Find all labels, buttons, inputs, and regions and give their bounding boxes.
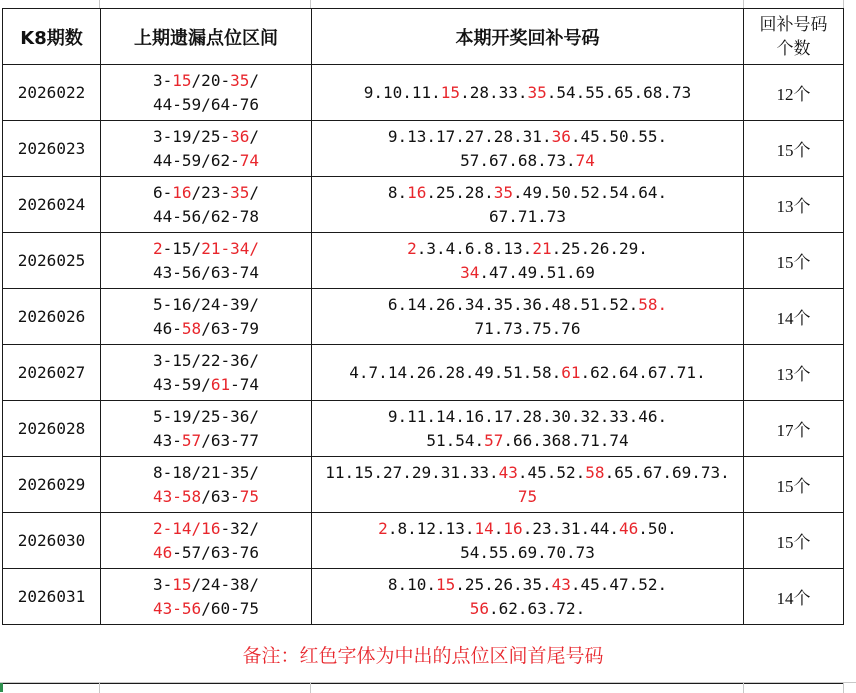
table-row xyxy=(3,289,844,345)
highlight-number: 16 xyxy=(407,182,427,202)
range-line xyxy=(101,237,311,261)
count-cell[interactable]: 15个 xyxy=(744,513,844,569)
range-line xyxy=(101,405,311,429)
range-line xyxy=(101,93,311,117)
highlight-number: 36 xyxy=(230,126,250,146)
count-cell[interactable]: 12个 xyxy=(744,65,844,121)
number-text: .25.26.35. xyxy=(455,574,552,594)
number-text: 67.71.73 xyxy=(488,206,567,226)
period-cell[interactable]: 2026025 xyxy=(3,233,101,289)
number-text: 8.10. xyxy=(387,574,436,594)
number-text: .28.33. xyxy=(460,82,528,102)
number-text: 9.13.17.27.28.31. xyxy=(387,126,552,146)
number-text: .45.52. xyxy=(517,462,586,482)
count-cell[interactable]: 13个 xyxy=(744,177,844,233)
note-text: 备注：红色字体为中出的点位区间首尾号码 xyxy=(242,644,604,667)
numbers-line xyxy=(312,181,743,205)
number-text: 6.14.26.34.35.36.48.51.52. xyxy=(387,294,639,314)
range-line xyxy=(101,429,311,453)
number-text: /63- xyxy=(201,486,240,506)
table-row xyxy=(3,121,844,177)
table-row xyxy=(3,177,844,233)
table-body xyxy=(3,65,844,625)
highlight-number: 15 xyxy=(172,574,192,594)
number-text: .49.50.52.54.64. xyxy=(513,182,668,202)
number-text: 54.55.69.70.73 xyxy=(460,542,595,562)
number-text: 4.7.14.26.28.49.51.58. xyxy=(349,362,562,382)
range-line xyxy=(101,541,311,565)
period-cell[interactable]: 2026026 xyxy=(3,289,101,345)
number-text: 5-19/25-36/ xyxy=(153,406,259,426)
highlight-number: 43-56 xyxy=(153,598,202,618)
number-text: .65.67.69.73. xyxy=(604,462,730,482)
highlight-number: 43-58 xyxy=(153,486,202,506)
highlight-number: 74 xyxy=(239,150,259,170)
number-text: .66.368.71.74 xyxy=(503,430,629,450)
range-line xyxy=(101,461,311,485)
period-cell[interactable]: 2026027 xyxy=(3,345,101,401)
number-text: 57.67.68.73. xyxy=(460,150,576,170)
highlight-number: 57 xyxy=(484,430,504,450)
range-line xyxy=(101,125,311,149)
gridline xyxy=(310,0,311,8)
lottery-table xyxy=(2,8,844,684)
range-line xyxy=(101,485,311,509)
number-text: /63-77 xyxy=(201,430,259,450)
number-text: .62.63.72. xyxy=(488,598,586,618)
highlight-number: 15 xyxy=(440,82,461,102)
highlight-number: 16 xyxy=(172,182,192,202)
number-text: .47.49.51.69 xyxy=(479,262,595,282)
numbers-line xyxy=(312,81,743,105)
number-text: 44-59/64-76 xyxy=(153,94,259,114)
count-cell[interactable]: 15个 xyxy=(744,457,844,513)
highlight-number: 43 xyxy=(551,574,571,594)
number-text: 8. xyxy=(387,182,408,202)
highlight-number: 74 xyxy=(575,150,595,170)
highlight-number: 2-14/16 xyxy=(153,518,221,538)
number-text: -74 xyxy=(230,374,259,394)
numbers-line xyxy=(312,361,743,385)
numbers-line xyxy=(312,541,743,565)
range-cell[interactable] xyxy=(101,569,312,625)
number-text: -57/63-76 xyxy=(172,542,259,562)
numbers-line xyxy=(312,293,743,317)
range-cell[interactable] xyxy=(101,345,312,401)
cell-selection-marker xyxy=(0,683,3,692)
highlight-number: 35 xyxy=(527,82,547,102)
numbers-line xyxy=(312,597,743,621)
number-text: .54.55.65.68.73 xyxy=(546,82,692,102)
range-line xyxy=(101,573,311,597)
highlight-number: 61 xyxy=(561,362,581,382)
count-header-label: 回补号码个数 xyxy=(759,14,828,59)
number-text: 46- xyxy=(153,318,182,338)
table-row xyxy=(3,65,844,121)
period-cell[interactable]: 2026028 xyxy=(3,401,101,457)
number-text: 44-59/62- xyxy=(153,150,240,170)
number-text: 3- xyxy=(153,70,173,90)
highlight-number: 15 xyxy=(435,574,456,594)
highlight-number: 61 xyxy=(210,374,231,394)
range-line xyxy=(101,149,311,173)
range-cell[interactable] xyxy=(101,121,312,177)
number-text: . xyxy=(493,518,504,538)
highlight-number: 56 xyxy=(469,598,489,618)
number-text: /20- xyxy=(191,70,231,90)
period-cell[interactable]: 2026022 xyxy=(3,65,101,121)
count-cell[interactable]: 14个 xyxy=(744,289,844,345)
count-cell[interactable]: 15个 xyxy=(744,121,844,177)
highlight-number: 15 xyxy=(172,70,192,90)
numbers-line xyxy=(312,125,743,149)
number-text: 43-59/ xyxy=(153,374,211,394)
highlight-number: 58 xyxy=(181,318,202,338)
note-cell[interactable] xyxy=(3,625,844,684)
range-cell[interactable] xyxy=(101,233,312,289)
range-line xyxy=(101,517,311,541)
highlight-number: 46 xyxy=(619,518,639,538)
period-cell[interactable]: 2026024 xyxy=(3,177,101,233)
highlight-number: 75 xyxy=(239,486,259,506)
highlight-number: 21-34/ xyxy=(201,238,259,258)
top-gridlines xyxy=(0,0,856,8)
col-header-numbers[interactable]: 本期开奖回补号码 xyxy=(312,9,744,65)
numbers-cell[interactable] xyxy=(312,345,744,401)
gridline xyxy=(99,0,100,8)
highlight-number: 36 xyxy=(551,126,571,146)
number-text: .62.64.67.71. xyxy=(580,362,706,382)
number-text: 43-56/63-74 xyxy=(153,262,259,282)
gridline xyxy=(843,0,844,8)
range-cell[interactable] xyxy=(101,65,312,121)
numbers-cell[interactable] xyxy=(312,569,744,625)
numbers-cell[interactable] xyxy=(312,121,744,177)
col-header-period[interactable]: K8期数 xyxy=(3,9,101,65)
count-cell[interactable]: 17个 xyxy=(744,401,844,457)
number-text: 3-15/22-36/ xyxy=(153,350,259,370)
period-cell[interactable]: 2026029 xyxy=(3,457,101,513)
numbers-line xyxy=(312,261,743,285)
number-text: /24-38/ xyxy=(191,574,259,594)
numbers-cell[interactable] xyxy=(312,457,744,513)
highlight-number: 35 xyxy=(230,182,250,202)
numbers-cell[interactable] xyxy=(312,177,744,233)
number-text: -32/ xyxy=(220,518,259,538)
numbers-cell[interactable] xyxy=(312,65,744,121)
highlight-number: 2 xyxy=(407,238,417,258)
number-text: /23- xyxy=(191,182,231,202)
range-line xyxy=(101,69,311,93)
highlight-number: 43 xyxy=(498,462,518,482)
number-text: .45.47.52. xyxy=(570,574,668,594)
range-cell[interactable] xyxy=(101,289,312,345)
number-text: / xyxy=(249,182,259,202)
number-text: .50. xyxy=(638,518,677,538)
number-text: / xyxy=(249,70,259,90)
period-cell[interactable]: 2026030 xyxy=(3,513,101,569)
range-line xyxy=(101,373,311,397)
range-cell[interactable] xyxy=(101,177,312,233)
highlight-number: 2 xyxy=(378,518,388,538)
numbers-line xyxy=(312,149,743,173)
number-text: .8.12.13. xyxy=(387,518,475,538)
table-row xyxy=(3,345,844,401)
header-row xyxy=(3,9,844,65)
table-row xyxy=(3,401,844,457)
range-line xyxy=(101,597,311,621)
number-text: 9.10.11. xyxy=(363,82,441,102)
number-text: 9.11.14.16.17.28.30.32.33.46. xyxy=(387,406,668,426)
number-text: 3- xyxy=(153,574,173,594)
numbers-line xyxy=(312,237,743,261)
table-row xyxy=(3,233,844,289)
highlight-number: 34 xyxy=(460,262,480,282)
range-line xyxy=(101,317,311,341)
highlight-number: 16 xyxy=(503,518,523,538)
number-text: 3-19/25- xyxy=(153,126,231,146)
numbers-cell[interactable] xyxy=(312,289,744,345)
highlight-number: 58 xyxy=(585,462,605,482)
numbers-line xyxy=(312,405,743,429)
number-text: .3.4.6.8.13. xyxy=(416,238,533,258)
range-cell[interactable] xyxy=(101,457,312,513)
range-line xyxy=(101,261,311,285)
numbers-line xyxy=(312,205,743,229)
period-cell[interactable]: 2026023 xyxy=(3,121,101,177)
number-text: /60-75 xyxy=(201,598,259,618)
number-text: -15/ xyxy=(162,238,202,258)
number-text: .45.50.55. xyxy=(570,126,668,146)
numbers-line xyxy=(312,461,743,485)
highlight-number: 2 xyxy=(153,238,163,258)
table-row xyxy=(3,457,844,513)
number-text: .23.31.44. xyxy=(522,518,620,538)
range-line xyxy=(101,349,311,373)
table-row xyxy=(3,513,844,569)
count-cell[interactable]: 13个 xyxy=(744,345,844,401)
gridline xyxy=(743,0,744,8)
highlight-number: 35 xyxy=(230,70,250,90)
count-cell[interactable]: 15个 xyxy=(744,233,844,289)
numbers-cell[interactable] xyxy=(312,401,744,457)
range-line xyxy=(101,205,311,229)
highlight-number: 58. xyxy=(638,294,668,314)
range-cell[interactable] xyxy=(101,401,312,457)
number-text: .25.26.29. xyxy=(551,238,648,258)
number-text: 43- xyxy=(153,430,182,450)
note-row xyxy=(3,625,844,684)
range-line xyxy=(101,181,311,205)
col-header-count[interactable] xyxy=(744,9,844,65)
numbers-line xyxy=(312,485,743,509)
col-header-range[interactable]: 上期遗漏点位区间 xyxy=(101,9,312,65)
number-text: .25.28. xyxy=(426,182,494,202)
range-cell[interactable] xyxy=(101,513,312,569)
number-text: 71.73.75.76 xyxy=(474,318,581,338)
number-text: 51.54. xyxy=(426,430,485,450)
number-text: 8-18/21-35/ xyxy=(153,462,259,482)
number-text: 5-16/24-39/ xyxy=(153,294,259,314)
numbers-line xyxy=(312,429,743,453)
highlight-number: 14 xyxy=(474,518,494,538)
period-cell[interactable]: 2026031 xyxy=(3,569,101,625)
number-text: / xyxy=(249,126,259,146)
number-text: /63-79 xyxy=(201,318,259,338)
highlight-number: 35 xyxy=(493,182,514,202)
highlight-number: 46 xyxy=(153,542,173,562)
highlight-number: 21 xyxy=(532,238,552,258)
highlight-number: 75 xyxy=(517,486,538,506)
range-line xyxy=(101,293,311,317)
number-text: 6- xyxy=(153,182,173,202)
numbers-cell[interactable] xyxy=(312,513,744,569)
count-cell[interactable]: 14个 xyxy=(744,569,844,625)
numbers-line xyxy=(312,517,743,541)
number-text: 11.15.27.29.31.33. xyxy=(325,462,499,482)
numbers-line xyxy=(312,317,743,341)
table-row xyxy=(3,569,844,625)
bottom-gridlines xyxy=(0,682,856,693)
highlight-number: 57 xyxy=(181,430,202,450)
numbers-line xyxy=(312,573,743,597)
number-text: 44-56/62-78 xyxy=(153,206,259,226)
numbers-cell[interactable] xyxy=(312,233,744,289)
